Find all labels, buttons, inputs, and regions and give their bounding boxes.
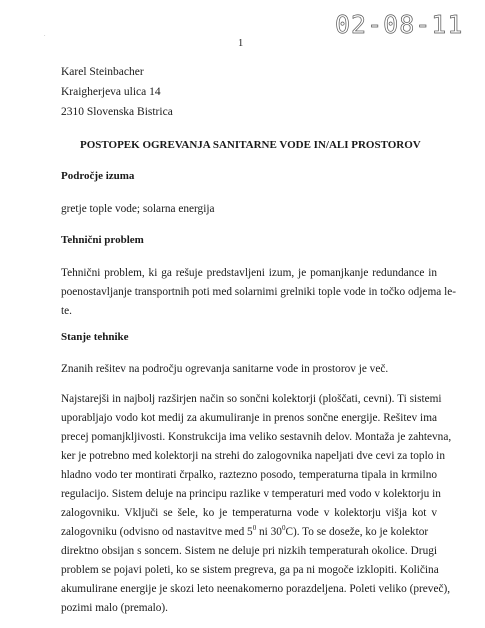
prior-art-line: ker je potrebno med kolektorji na strehi do zalogovnika napeljati dve cevi za toplo in [61,450,445,462]
scan-mark: . [44,32,46,38]
prior-art-line: pozimi malo (premalo). [61,602,168,614]
problem-line: te. [61,305,72,317]
prior-art-line: direktno obsijan s soncem. Sistem ne deluje pri nizkih temperaturah okolice. Drugi [61,545,437,557]
prior-art-line: akumulirane energije je skozi leto neenakomerno porazdeljena. Poleti veliko (preveč), [61,583,451,595]
heading-problem: Tehnični problem [61,234,144,246]
degree-sup: 0 [252,524,257,533]
prior-art-line: precej pomanjkljivosti. Konstrukcija ima veliko sestavnih delov. Montaža je zahtevna, [61,431,452,443]
applicant-street: Kraigherjeva ulica 14 [61,86,161,98]
prior-art-intro: Znanih rešitev na področju ogrevanja sanitarne vode in prostorov je več. [61,363,389,375]
prior-art-line: zalogovniku. Vključi se šele, ko je temperaturna vode v kolektorju višja kot v [61,507,437,519]
prior-art-line: hladno vodo ter montirati črpalko, raztezno posodo, temperaturna tipala in krmilno [61,469,437,481]
temp-text-start: zalogovniku (odvisno od nastavitve med 5 [61,526,253,538]
prior-art-line: problem se pojavi poleti, ko se sistem pregreva, ga pa ni mogoče izklopiti. Količina [61,564,439,576]
page-number: 1 [238,38,244,49]
applicant-city: 2310 Slovenska Bistrica [61,106,173,118]
prior-art-line [61,523,437,542]
document-title: POSTOPEK OGREVANJA SANITARNE VODE IN/ALI PROSTOROV [80,139,421,151]
problem-paragraph [61,264,456,321]
prior-art-line: Najstarejši in najbolj razširjen način so sončni kolektorji (ploščati, cevni). Ti sistemi [61,393,442,405]
prior-art-line: regulacijo. Sistem deluje na principu razlike v temperaturi med vodo v kolektorju in [61,488,441,500]
field-text: gretje tople vode; solarna energija [61,203,215,215]
heading-prior-art: Stanje tehnike [61,331,129,343]
applicant-name: Karel Steinbacher [61,66,144,78]
heading-field: Področje izuma [61,170,135,182]
degree-sup: 0 [281,524,286,533]
prior-art-paragraph [61,390,452,618]
problem-line: Tehnični problem, ki ga rešuje predstavljeni izum, je pomanjkanje redundance in [61,267,437,279]
temp-text-mid: ni 30 [256,526,282,538]
problem-line: poenostavljanje transportnih poti med solarnimi grelniki tople vode in točko odjema le- [61,286,456,298]
temp-text-end: C). To se doseže, ko je kolektor [285,526,429,538]
date-stamp: 02-08-11 [335,10,464,39]
applicant-address [61,62,173,122]
prior-art-line: uporabljajo vodo kot medij za akumuliranje in prenos sončne energije. Rešitev ima [61,412,437,424]
